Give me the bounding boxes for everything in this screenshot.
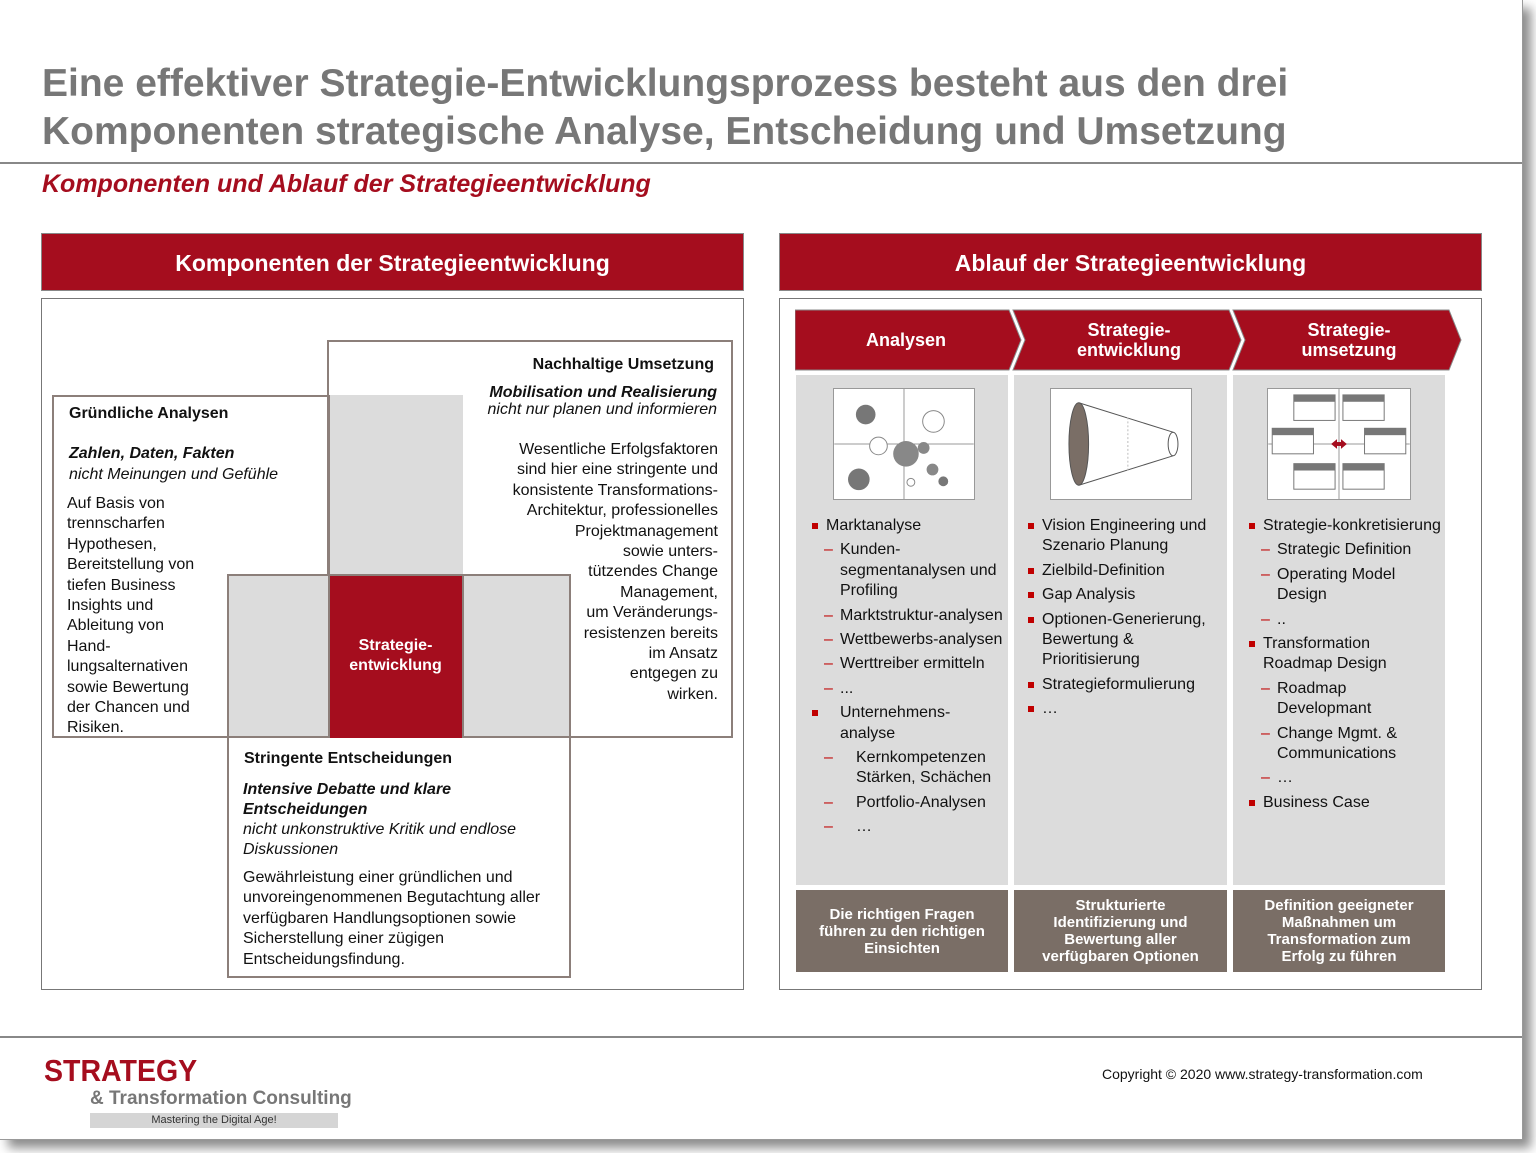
step-label-analysen: Analysen (865, 330, 947, 350)
divider (463, 736, 733, 738)
analysen-heading: Gründliche Analysen (69, 405, 229, 422)
logo (44, 1054, 352, 1128)
list-item: – Wettbewerbs-analysen (810, 630, 1005, 650)
list-item: – ... (810, 679, 1005, 699)
logo-title: STRATEGY (44, 1053, 198, 1088)
divider (462, 576, 464, 738)
list-item: Strategie-konkretisierung (1247, 516, 1443, 536)
step-label-strategieentwicklung: Strategie- entwicklung (1076, 320, 1181, 360)
analysen-italic: nicht Meinungen und Gefühle (69, 466, 279, 483)
page-subtitle: Komponenten und Ablauf der Strategieentwicklung (42, 170, 651, 198)
title-divider (0, 162, 1522, 164)
funnel-icon (1050, 388, 1192, 500)
list-item: – Strategic Definition (1247, 540, 1443, 560)
list-item: Marktanalyse (810, 516, 1005, 536)
list-item: Strategieformulierung (1026, 675, 1224, 695)
footer-box-strategieumsetzung: Definition geeigneter Maßnahmen um Transformation zum Erfolg zu führen (1233, 890, 1445, 972)
list-item: Optionen-Generierung, Bewertung & Prioritisierung (1026, 610, 1224, 671)
list-item: – Roadmap Developmant (1247, 679, 1443, 720)
umsetzung-italic-bold: Mobilisation und Realisierung (489, 384, 717, 401)
list-item: Gap Analysis (1026, 585, 1224, 605)
list-item: Vision Engineering und Szenario Planung (1026, 516, 1224, 557)
copyright: Copyright © 2020 www.strategy-transformation.com (1102, 1066, 1423, 1082)
umsetzung-italic: nicht nur planen und informieren (487, 401, 717, 418)
entscheidungen-heading: Stringente Entscheidungen (244, 750, 453, 767)
list-item: – Kernkompetenzen Stärken, Schächen (810, 748, 1005, 789)
center-label: Strategie- entwicklung (349, 637, 442, 674)
roadmap-blocks-icon (1267, 388, 1411, 500)
list-item: – … (810, 817, 1005, 837)
left-banner: Komponenten der Strategieentwicklung (41, 233, 744, 291)
divider (731, 340, 733, 738)
list-item: – Operating Model Design (1247, 565, 1443, 606)
list-item: – Portfolio-Analysen (810, 793, 1005, 813)
list-item: – … (1247, 768, 1443, 788)
list-analysen (810, 516, 1005, 842)
umsetzung-heading: Nachhaltige Umsetzung (532, 356, 714, 373)
logo-subtitle: & Transformation Consulting (90, 1088, 352, 1109)
list-strategieumsetzung (1247, 516, 1443, 817)
list-item: Transformation Roadmap Design (1247, 634, 1443, 675)
list-strategieentwicklung (1026, 516, 1224, 724)
right-banner: Ablauf der Strategieentwicklung (779, 233, 1482, 291)
list-item: Unternehmens-analyse (810, 703, 1005, 744)
entscheidungen-italic-bold: Intensive Debatte und klare Entscheidungen (243, 781, 452, 819)
entscheidungen-body: Gewährleistung einer gründlichen und unvoreingenommenen Begutachtung aller verfügbaren Handlungsoptionen sowie Sicherstellung einer zügigen Entscheidungsfindung. (243, 869, 541, 968)
footer-divider (0, 1036, 1522, 1038)
entscheidungen-italic: nicht unkonstruktive Kritik und endlose Diskussionen (243, 821, 517, 859)
footer-box-strategieentwicklung: Strukturierte Identifizierung und Bewertung aller verfügbaren Optionen (1014, 890, 1227, 972)
list-item: Business Case (1247, 793, 1443, 813)
page-title: Eine effektiver Strategie-Entwicklungsprozess besteht aus den drei Komponenten strategische Analyse, Entscheidung und Umsetzung (42, 62, 1289, 153)
list-item: – Werttreiber ermitteln (810, 654, 1005, 674)
list-item: Zielbild-Definition (1026, 561, 1224, 581)
step-label-strategieumsetzung: Strategie- umsetzung (1301, 320, 1397, 360)
bubble-matrix-icon (833, 388, 975, 500)
logo-tagline: Mastering the Digital Age! (90, 1113, 338, 1128)
list-item: – Change Mgmt. & Communications (1247, 724, 1443, 765)
umsetzung-body: Wesentliche Erfolgsfaktoren sind hier eine stringente und konsistente Transformations- Architektur, professionelles Projektmanagement sowie unters- tützendes Change Management, um Veränderungs- resistenzen bereits im Ansatz entgegen zu wirken. (512, 441, 718, 703)
list-item: – Marktstruktur-analysen (810, 606, 1005, 626)
list-item: – .. (1247, 610, 1443, 630)
footer-box-analysen: Die richtigen Fragen führen zu den richtigen Einsichten (796, 890, 1008, 972)
list-item: … (1026, 699, 1224, 719)
analysen-italic-bold: Zahlen, Daten, Fakten (69, 445, 235, 462)
list-item: – Kunden-segmentanalysen und Profiling (810, 540, 1005, 601)
analysen-body: Auf Basis von trennscharfen Hypothesen, Bereitstellung von tiefen Business Insights und Ableitung von Hand- lungsalternativen sowie Bewertung der Chancen und Risiken. (67, 495, 195, 737)
